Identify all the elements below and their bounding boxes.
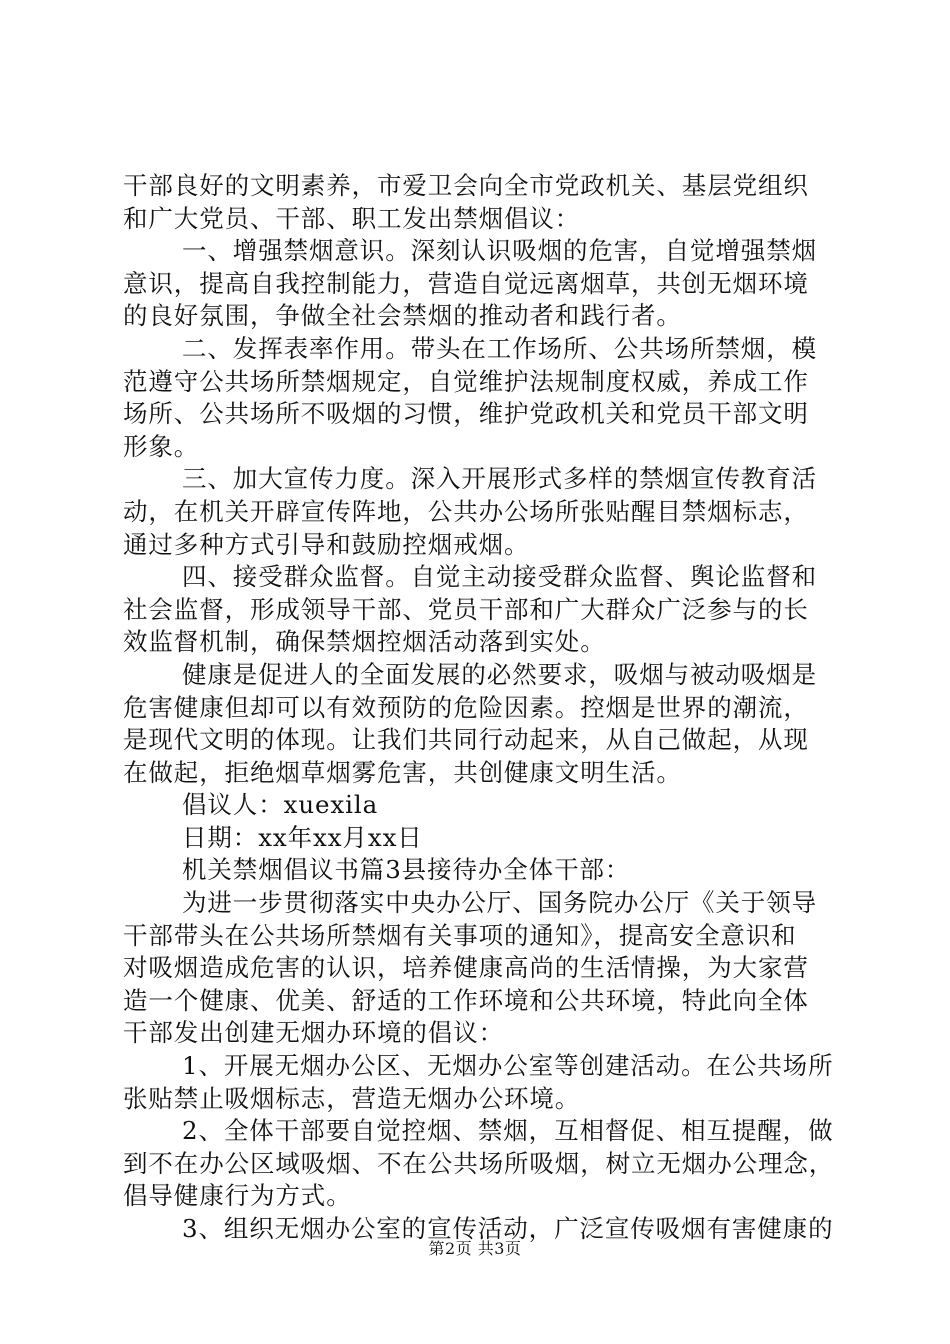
- text-line: 在做起，拒绝烟草烟雾危害，共创健康文明生活。: [123, 757, 682, 787]
- text-line: 日期：xx年xx月xx日: [182, 822, 423, 852]
- text-line: 意识，提高自我控制能力，营造自觉远离烟草，共创无烟环境: [123, 268, 809, 298]
- document-body: [123, 170, 835, 1246]
- text-line: 对吸烟造成危害的认识，培养健康高尚的生活情操，为大家营: [123, 953, 809, 983]
- text-line: 通过多种方式引导和鼓励控烟戒烟。: [123, 529, 530, 559]
- text-line: 效监督机制，确保禁烟控烟活动落到实处。: [123, 627, 606, 657]
- text-line: 动，在机关开辟宣传阵地，公共办公场所张贴醒目禁烟标志，: [123, 496, 809, 526]
- text-line: 形象。: [123, 431, 200, 461]
- text-line: 是现代文明的体现。让我们共同行动起来，从自己做起，从现: [123, 725, 809, 755]
- text-line: 干部良好的文明素养，市爱卫会向全市党政机关、基层党组织: [123, 171, 809, 200]
- text-line: 场所、公共场所不吸烟的习惯，维护党政机关和党员干部文明: [123, 399, 809, 429]
- text-line: 一、增强禁烟意识。深刻认识吸烟的危害，自觉增强禁烟: [182, 236, 817, 266]
- text-line: 的良好氛围，争做全社会禁烟的推动者和践行者。: [123, 301, 682, 331]
- text-line: 干部发出创建无烟办环境的倡议：: [123, 1018, 504, 1048]
- page-footer: 第2页 共3页: [428, 1239, 522, 1258]
- text-line: 1、开展无烟办公区、无烟办公室等创建活动。在公共场所: [182, 1051, 834, 1081]
- text-line: 机关禁烟倡议书篇3县接待办全体干部：: [182, 855, 631, 885]
- text-line: 范遵守公共场所禁烟规定，自觉维护法规制度权威，养成工作: [123, 366, 809, 396]
- text-line: 四、接受群众监督。自觉主动接受群众监督、舆论监督和: [182, 562, 817, 592]
- text-line: 为进一步贯彻落实中央办公厅、国务院办公厅《关于领导: [182, 888, 817, 918]
- text-line: 危害健康但却可以有效预防的危险因素。控烟是世界的潮流，: [123, 692, 809, 722]
- text-line: 倡导健康行为方式。: [123, 1181, 352, 1211]
- text-line: 张贴禁止吸烟标志，营造无烟办公环境。: [123, 1083, 581, 1113]
- text-line: 健康是促进人的全面发展的必然要求，吸烟与被动吸烟是: [182, 659, 817, 689]
- text-line: 社会监督，形成领导干部、党员干部和广大群众广泛参与的长: [123, 594, 809, 624]
- text-line: 到不在办公区域吸烟、不在公共场所吸烟，树立无烟办公理念，: [123, 1148, 835, 1178]
- text-line: 3、组织无烟办公室的宣传活动，广泛宣传吸烟有害健康的: [182, 1214, 834, 1243]
- text-line: 三、加大宣传力度。深入开展形式多样的禁烟宣传教育活: [182, 464, 817, 494]
- text-line: 干部带头在公共场所禁烟有关事项的通知》，提高安全意识和: [123, 920, 797, 950]
- text-line: 二、发挥表率作用。带头在工作场所、公共场所禁烟，模: [182, 333, 817, 363]
- text-line: 和广大党员、干部、职工发出禁烟倡议：: [123, 203, 581, 233]
- text-line: 造一个健康、优美、舒适的工作环境和公共环境，特此向全体: [123, 985, 809, 1015]
- text-line: 2、全体干部要自觉控烟、禁烟，互相督促、相互提醒，做: [182, 1116, 834, 1146]
- text-line: 倡议人：xuexila: [182, 790, 379, 820]
